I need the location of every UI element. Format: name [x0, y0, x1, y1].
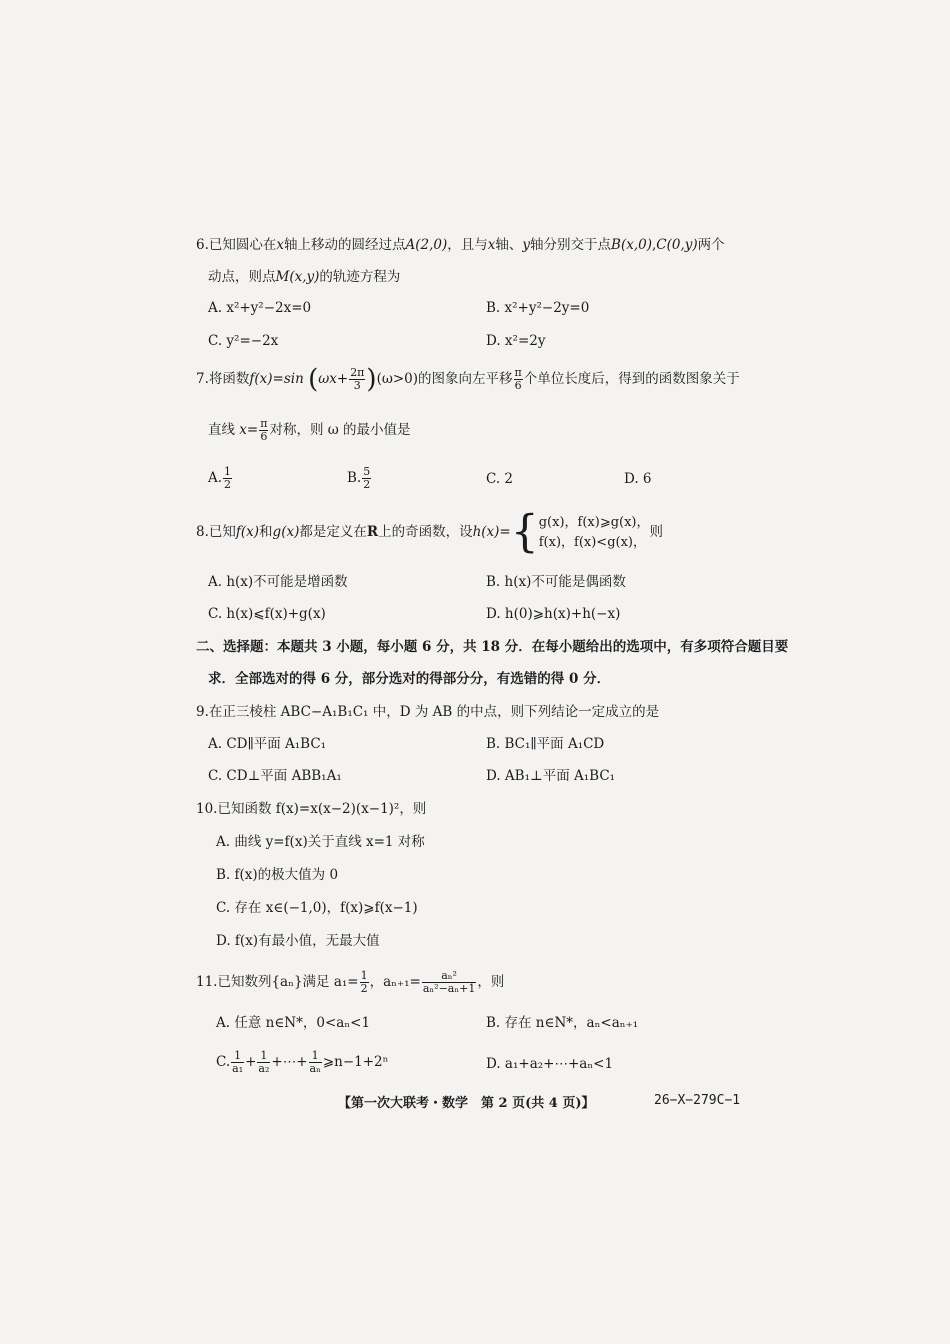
q11-stem: 11.已知数列{aₙ}满足 a₁= $\frac{1}{2}$ ，aₙ₊₁= $\frac{\text{aₙ²}}{\text{aₙ²−aₙ+1}}$ ，则 [196, 969, 505, 995]
q11-option-b: B. 存在 n∈N*，aₙ<aₙ₊₁ [486, 1015, 639, 1031]
q8-option-a: A. h(x)不可能是增函数 [208, 574, 348, 590]
q11-option-c: C. $\frac{1}{\text{a₁}}$ + $\frac{1}{\text{a₂}}$ +⋯+ $\frac{1}{\text{aₙ}}$ ⩾n−1+2ⁿ [216, 1049, 389, 1075]
q10-stem: 10.已知函数 f(x)=x(x−2)(x−1)²，则 [196, 801, 427, 817]
page-footer-title: 【第一次大联考・数学 第 2 页(共 4 页)】 [338, 1096, 595, 1111]
q7-option-a: A. $\frac{1}{2}$ [208, 465, 232, 491]
q9-option-a: A. CD∥平面 A₁BC₁ [208, 736, 327, 752]
q11-option-a: A. 任意 n∈N*，0<aₙ<1 [216, 1015, 371, 1031]
section2-instructions-line2: 求．全部选对的得 6 分，部分选对的得部分分，有选错的得 0 分． [208, 671, 611, 687]
q9-option-c: C. CD⊥平面 ABB₁A₁ [208, 768, 342, 784]
q7-frac-2pi-3: $\frac{2\pi}{3}$ [350, 366, 365, 392]
q8-option-b: B. h(x)不可能是偶函数 [486, 574, 626, 590]
q10-option-b: B. f(x)的极大值为 0 [216, 867, 339, 883]
q7-frac-line2: $\frac{\pi}{6}$ [260, 417, 268, 443]
q7-frac-pi-6: $\frac{\pi}{6}$ [514, 366, 522, 392]
q11-option-d: D. a₁+a₂+⋯+aₙ<1 [486, 1056, 614, 1072]
q10-option-a: A. 曲线 y=f(x)关于直线 x=1 对称 [216, 834, 425, 850]
q6-stem-line1: 6.已知圆心在x轴上移动的圆经过点A(2,0)，且与x轴、y轴分别交于点B(x,0),C(0,y)两个 [196, 237, 725, 253]
q7-option-b: B. $\frac{5}{2}$ [347, 465, 371, 491]
q8-piecewise: g(x)，f(x)⩾g(x)， f(x)，f(x)<g(x)， [538, 514, 650, 550]
page-footer-code: 26−X−279C−1 [654, 1093, 741, 1108]
q9-option-b: B. BC₁∥平面 A₁CD [486, 736, 605, 752]
q6-option-b: B. x²+y²−2y=0 [486, 300, 590, 316]
q6-option-a: A. x²+y²−2x=0 [208, 300, 312, 316]
section2-instructions-line1: 二、选择题：本题共 3 小题，每小题 6 分，共 18 分．在每小题给出的选项中，有多项符合题目要 [196, 639, 789, 655]
q7-option-d: D. 6 [624, 471, 652, 487]
q11-recurrence-frac: $\frac{\text{aₙ²}}{\text{aₙ²−aₙ+1}}$ [422, 969, 476, 995]
q10-option-c: C. 存在 x∈(−1,0)，f(x)⩾f(x−1) [216, 900, 418, 916]
q10-option-d: D. f(x)有最小值，无最大值 [216, 933, 380, 949]
q7-option-c: C. 2 [486, 471, 514, 487]
q9-stem: 9.在正三棱柱 ABC−A₁B₁C₁ 中，D 为 AB 的中点，则下列结论一定成立的是 [196, 704, 660, 720]
q6-option-c: C. y²=−2x [208, 333, 279, 349]
q8-option-c: C. h(x)⩽f(x)+g(x) [208, 606, 326, 622]
q7-stem-line2: 直线 x= $\frac{\pi}{6}$ 对称，则 ω 的最小值是 [208, 417, 411, 443]
q9-option-d: D. AB₁⊥平面 A₁BC₁ [486, 768, 616, 784]
q6-option-d: D. x²=2y [486, 333, 546, 349]
q6-stem-line2: 动点，则点M(x,y)的轨迹方程为 [208, 269, 401, 285]
q7-stem-line1: 7.将函数f(x)=sin (ωx+ $\frac{2\pi}{3}$ )(ω>0)的图象向左平移 $\frac{\pi}{6}$ 个单位长度后，得到的函数图象关于 [196, 364, 740, 395]
q8-stem: 8.已知f(x)和g(x)都是定义在R上的奇函数，设h(x)={ g(x)，f(x)⩾g(x)， f(x)，f(x)<g(x)， 则 [196, 506, 664, 558]
q8-option-d: D. h(0)⩾h(x)+h(−x) [486, 606, 621, 622]
